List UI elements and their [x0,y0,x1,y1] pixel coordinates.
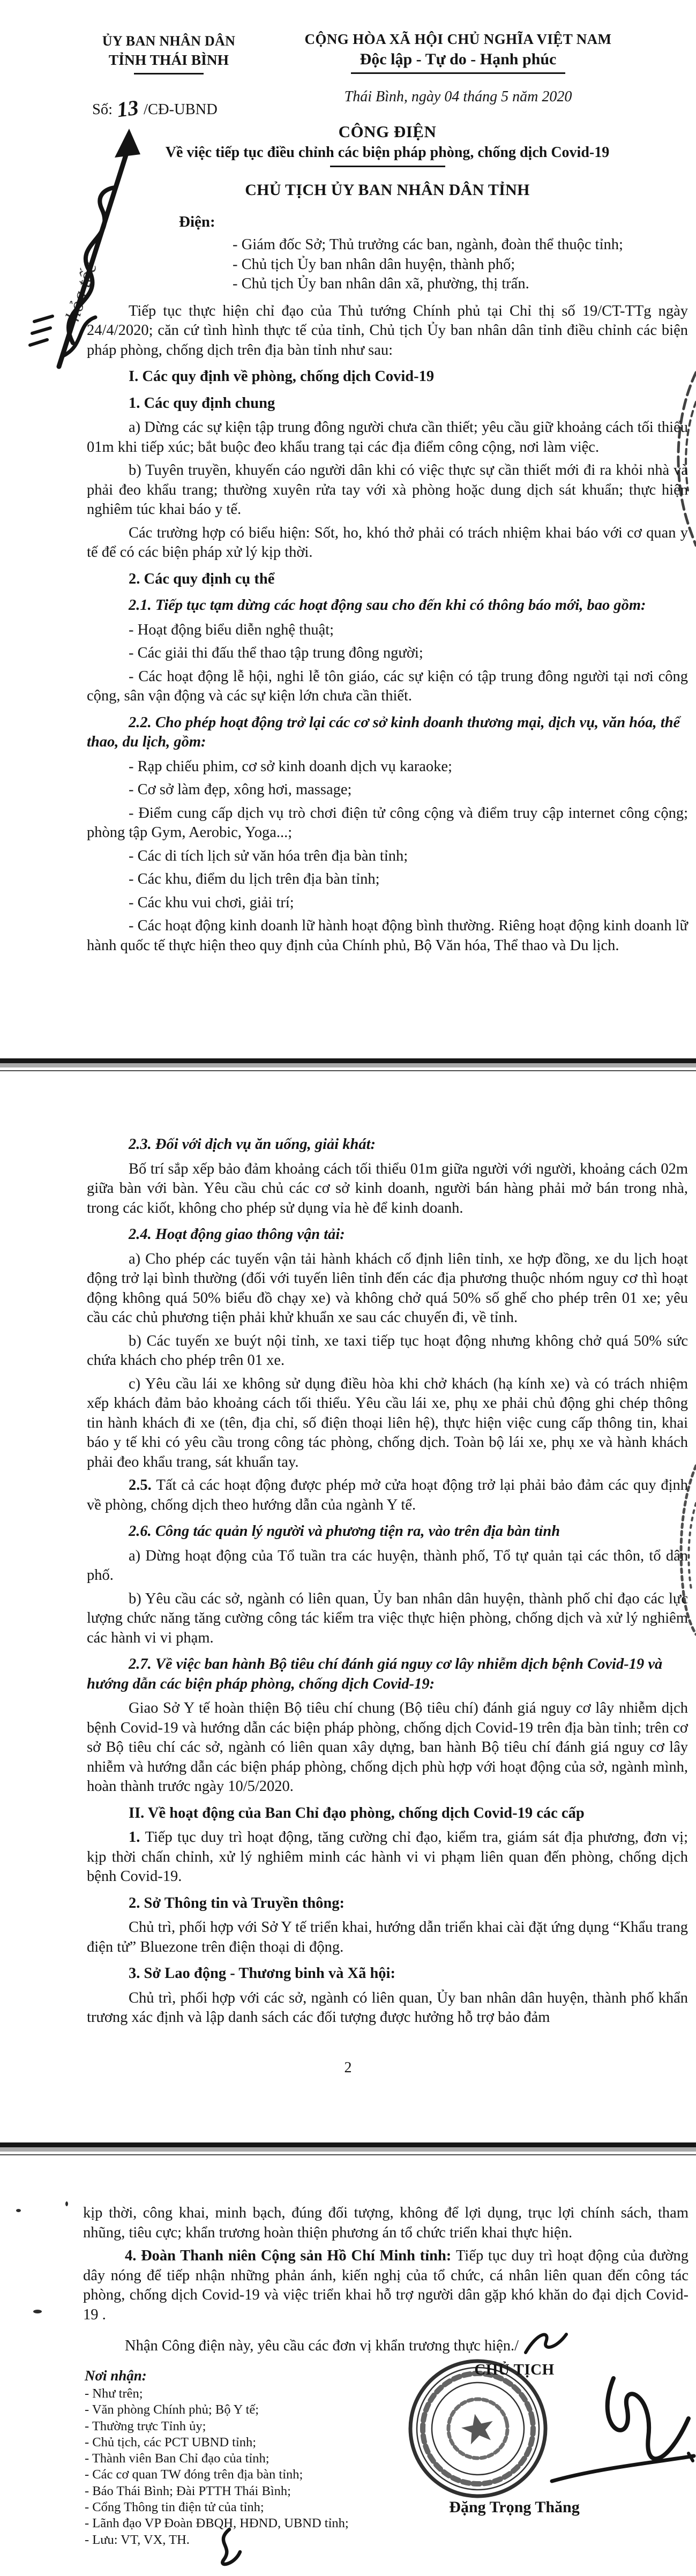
section-heading: 2.7. Về việc ban hành Bộ tiêu chí đánh giá nguy cơ lây nhiễm dịch bệnh Covid-19 và hướng dẫn các biện pháp phòng, chống dịch Covid-19: [87,1656,663,1692]
scan-speck [16,2209,21,2212]
paragraph: - Cơ sở làm đẹp, xông hơi, massage; [129,781,352,798]
issuer-title: CHỦ TỊCH ỦY BAN NHÂN DÂN TỈNH [245,181,530,199]
paragraph: a) Dừng các sự kiện tập trung đông người chưa cần thiết; yêu cầu giữ khoảng cách tối thiểu 01m khi tiếp xúc; bắt buộc đeo khẩu trang tại các địa điểm công cộng, nơi làm việc. [87,419,688,456]
org-name-line1: ỦY BAN NHÂN DÂN [102,33,236,49]
recipients-footer-label: Nơi nhận: [85,2368,147,2384]
handwritten-initial-icon [208,2526,246,2573]
list-item: - Lãnh đạo VP Đoàn ĐBQH, HĐND, UBND tỉnh; [85,2516,349,2531]
list-item: - Báo Thái Bình; Đài PTTH Thái Bình; [85,2483,291,2498]
page-break-seam [0,2142,696,2155]
scan-speck [33,2310,42,2313]
paragraph: Giao Sở Y tế hoàn thiện Bộ tiêu chí chung (Bộ tiêu chí) đánh giá nguy cơ lây nhiễm dịch bệnh Covid-19 và hướng dẫn các biện pháp phòng, chống dịch Covid-19 trên địa bàn tỉnh; trên cơ sở Bộ tiêu chí các sở, ngành có liên quan xây dựng, ban hành Bộ tiêu chí đánh giá nguy cơ lây nhiễm và hướng dẫn các biện pháp phòng, chống dịch phù hợp với hoạt động của sở, ngành mình, hoàn thành trước ngày 10/5/2020. [87,1700,688,1795]
closing-text: Nhận Công điện này, yêu cầu các đơn vị khẩn trương thực hiện./ [125,2338,519,2354]
paragraph: a) Dừng hoạt động của Tổ tuần tra các huyện, thành phố, Tổ tự quản tại các thôn, tổ dân phố. [87,1547,688,1584]
motto-line1: CỘNG HÒA XÃ HỘI CHỦ NGHĨA VIỆT NAM [304,31,612,47]
motto-line2: Độc lập - Tự do - Hạnh phúc [360,50,557,68]
paragraph: Bố trí sắp xếp bảo đảm khoảng cách tối thiểu 01m giữa người với người, khoảng cách 02m giữa bàn với bàn. Yêu cầu chủ các cơ sở kinh doanh, người bán hàng phải mở bán trong nhà, trong các kiốt, không cho phép sử dụng vỉa hè để kinh doanh. [87,1160,688,1216]
paragraph: - Các khu vui chơi, giải trí; [129,894,294,911]
paragraph: - Hoạt động biểu diễn nghệ thuật; [129,621,334,638]
section-heading: I. Các quy định về phòng, chống dịch Covid-19 [129,368,435,385]
list-item: - Chủ tịch Ủy ban nhân dân huyện, thành phố; [233,256,515,273]
dispatch-recipient-list [233,235,688,294]
page-2-blocks [87,1135,688,2028]
section-heading: 2.3. Đối với dịch vụ ăn uống, giải khát: [129,1136,376,1153]
clipped-seal-fragment-icon [676,1460,696,1637]
motto-underline [351,72,565,74]
recipients-footer-list [85,2386,438,2548]
paragraph: - Các di tích lịch sử văn hóa trên địa bàn tỉnh; [129,847,408,864]
page-2-body [87,1128,688,2032]
list-item: - Chủ tịch, các PCT UBND tỉnh; [85,2435,257,2450]
section-heading: 2.2. Cho phép hoạt động trở lại các cơ sở kinh doanh thương mại, dịch vụ, văn hóa, thể thao, du lịch, gồm: [87,714,680,750]
paragraph: kịp thời, công khai, minh bạch, đúng đối tượng, không để lợi dụng, trục lợi chính sách, tham nhũng, tiêu cực; khẩn trương hoàn thiện phương án tổ chức triển khai thực hiện. [83,2205,688,2241]
paragraph: - Các hoạt động lễ hội, nghi lễ tôn giáo, các sự kiện có tập trung đông người tại nơi công cộng, sân vận động và các sự kiện lớn chưa cần thiết. [87,668,688,704]
dispatch-to-label: Điện: [179,213,215,230]
handwritten-initial-icon [522,2329,570,2357]
seal-star-icon [459,2410,497,2445]
section-heading: 2.1. Tiếp tục tạm dừng các hoạt động sau cho đến khi có thông báo mới, bao gồm: [129,597,646,614]
section-heading: 3. Sở Lao động - Thương binh và Xã hội: [129,1965,395,1982]
list-item: - Giám đốc Sở; Thủ trưởng các ban, ngành, đoàn thể thuộc tỉnh; [233,236,623,253]
signer-name: Đặng Trọng Thăng [449,2498,580,2516]
closing-line [83,2329,688,2357]
page-1-blocks [87,302,688,956]
paragraph: c) Yêu cầu lái xe không sử dụng điều hòa khi chở khách (hạ kính xe) và có trách nhiệm xếp khách đảm bảo khoảng cách tối thiểu. Yêu cầu lái xe, phụ xe phải chủ động ghi chép thông tin hành khách đi xe (tên, địa chỉ, số điện thoại liên hệ), thực hiện việc cung cấp thông tin, khai báo y tế khi có yêu cầu trong công tác phòng, chống dịch. Toàn bộ lái xe, phụ xe và hành khách phải đeo khẩu trang, sát khuẩn tay. [87,1375,688,1470]
paragraph: Chủ trì, phối hợp với Sở Y tế triển khai, hướng dẫn triển khai cài đặt ứng dụng “Khẩu trang điện tử” Bluezone trên điện thoại di động. [87,1919,688,1955]
paragraph: - Rạp chiếu phim, cơ sở kinh doanh dịch vụ karaoke; [129,758,452,775]
paragraph: Chủ trì, phối hợp với các sở, ngành có liên quan, Ủy ban nhân dân huyện, thành phố khẩn trương xác định và lập danh sách các đối tượng được hưởng hỗ trợ bảo đảm [87,1989,688,2026]
section-heading: II. Về hoạt động của Ban Chỉ đạo phòng, chống dịch Covid-19 các cấp [129,1804,585,1821]
section-heading: 2. Sở Thông tin và Truyền thông: [129,1894,345,1912]
paragraph: a) Cho phép các tuyến vận tải hành khách cố định liên tỉnh, xe hợp đồng, xe du lịch hoạt động trở lại bình thường (đối với tuyến liên tỉnh đến các địa phương thuộc nhóm nguy cơ thì hoạt động không quá 50% biểu đồ chạy xe) và không chở quá 50% số ghế cho phép trên 01 xe; yêu cầu các chủ phương tiện phải khử khuẩn xe sau các chuyến đi, về tỉnh. [87,1250,688,1326]
section-heading: 2.6. Công tác quản lý người và phương tiện ra, vào trên địa bàn tỉnh [129,1523,560,1540]
paragraph: - Các hoạt động kinh doanh lữ hành hoạt động bình thường. Riêng hoạt động kinh doanh lữ hành quốc tế thực hiện theo quy định của Chính phủ, Bộ Văn hóa, Thể thao và Du lịch. [87,917,688,954]
document-subject: Về việc tiếp tục điều chỉnh các biện pháp phòng, chống dịch Covid-19 [165,144,610,161]
page-number: 2 [344,2059,352,2076]
doc-no-suffix: /CĐ-UBND [144,101,218,118]
list-item: - Chủ tịch Ủy ban nhân dân xã, phường, thị trấn. [233,275,529,292]
paragraph-lead: 1. [129,1829,145,1846]
paragraph: Tiếp tục thực hiện chỉ đạo của Thủ tướng Chính phủ tại Chỉ thị số 19/CT-TTg ngày 24/4/2020; căn cứ tình hình thực tế của tỉnh, Chủ tịch Ủy ban nhân dân tỉnh điều chỉnh các biện pháp phòng, chống dịch trên địa bàn tỉnh như sau: [87,302,688,359]
page-1-body [87,122,688,959]
paragraph: b) Tuyên truyền, khuyến cáo người dân khi có việc thực sự cần thiết mới đi ra khỏi nhà và phải đeo khẩu trang; thường xuyên rửa tay với xà phòng hoặc dung dịch sát khuẩn; thực hiện nghiêm túc khai báo y tế. [87,462,688,518]
paragraph: 2.5. Tất cả các hoạt động được phép mở cửa hoạt động trở lại phải bảo đảm các quy định về phòng, chống dịch theo hướng dẫn của ngành Y tế. [87,1477,688,1513]
doc-no-prefix: Số: [92,101,113,118]
national-motto-block [271,31,646,106]
paragraph-lead: 2.5. [129,1477,156,1494]
urgency-note-text: hỏa tốc [61,259,102,324]
clipped-seal-fragment-icon [674,370,696,547]
section-heading: 2.4. Hoạt động giao thông vận tải: [129,1226,345,1243]
document-number [92,94,218,120]
list-item: - Thành viên Ban Chỉ đạo của tỉnh; [85,2451,270,2466]
list-item: - Văn phòng Chính phủ; Bộ Y tế; [85,2402,259,2417]
paragraph: - Điểm cung cấp dịch vụ trò chơi điện tử công cộng và điểm truy cập internet công cộng; phòng tập Gym, Aerobic, Yoga...; [87,804,688,841]
page-break-seam [0,1058,696,1071]
handwritten-signature-icon [528,2357,696,2518]
issuing-org-block [80,33,257,74]
org-underline [134,73,204,74]
page-3-body [83,2204,688,2357]
signer-title: CHỦ TỊCH [474,2361,555,2378]
paragraph: 4. Đoàn Thanh niên Cộng sản Hồ Chí Minh tỉnh: Tiếp tục duy trì hoạt động của đường dây nóng để tiếp nhận những phản ánh, kiến nghị của tổ chức, cá nhân liên quan đến công tác phòng, chống dịch Covid-19 và việc triển khai hỗ trợ người dân gặp khó khăn do đại dịch Covid-19 . [83,2248,688,2323]
list-item: - Thường trực Tỉnh ủy; [85,2418,206,2433]
doc-no-handwritten: 13 [115,95,140,122]
paragraph-lead: 4. Đoàn Thanh niên Cộng sản Hồ Chí Minh tỉnh: [125,2248,456,2264]
subject-underline [330,166,445,167]
section-heading: 1. Các quy định chung [129,394,275,412]
page-3-blocks [83,2204,688,2325]
list-item: - Cổng Thông tin điện tử của tỉnh; [85,2500,264,2515]
paragraph: b) Các tuyến xe buýt nội tỉnh, xe taxi tiếp tục hoạt động nhưng không chở quá 50% sức chứa khách cho phép trên 01 xe. [87,1332,688,1369]
paragraph: Các trường hợp có biểu hiện: Sốt, ho, khó thở phải có trách nhiệm khai báo với cơ quan y tế để có các biện pháp xử lý kịp thời. [87,524,688,561]
list-item: - Như trên; [85,2386,143,2401]
paragraph: - Các giải thi đấu thể thao tập trung đông người; [129,645,423,661]
section-heading: 2. Các quy định cụ thể [129,570,275,587]
paragraph: 1. Tiếp tục duy trì hoạt động, tăng cường chỉ đạo, kiểm tra, giám sát địa phương, đơn vị; kịp thời chấn chỉnh, xử lý nghiêm minh các hành vi vi phạm liên quan đến phòng, chống dịch bệnh Covid-19. [87,1829,688,1885]
scan-speck [65,2201,68,2206]
dateline: Thái Bình, ngày 04 tháng 5 năm 2020 [344,88,572,105]
paragraph: - Các khu, điểm du lịch trên địa bàn tỉnh; [129,871,380,887]
list-item: - Lưu: VT, VX, TH. [85,2532,190,2547]
org-name-line2: TỈNH THÁI BÌNH [108,51,229,68]
document-title: CÔNG ĐIỆN [338,122,437,141]
list-item: - Các cơ quan TW đóng trên địa bàn tỉnh; [85,2467,303,2482]
paragraph: b) Yêu cầu các sở, ngành có liên quan, Ủy ban nhân dân huyện, thành phố chỉ đạo các lực lượng chức năng tăng cường công tác kiểm tra việc thực hiện phòng, chống dịch và xử lý nghiêm các hành vi vi phạm. [87,1590,688,1646]
